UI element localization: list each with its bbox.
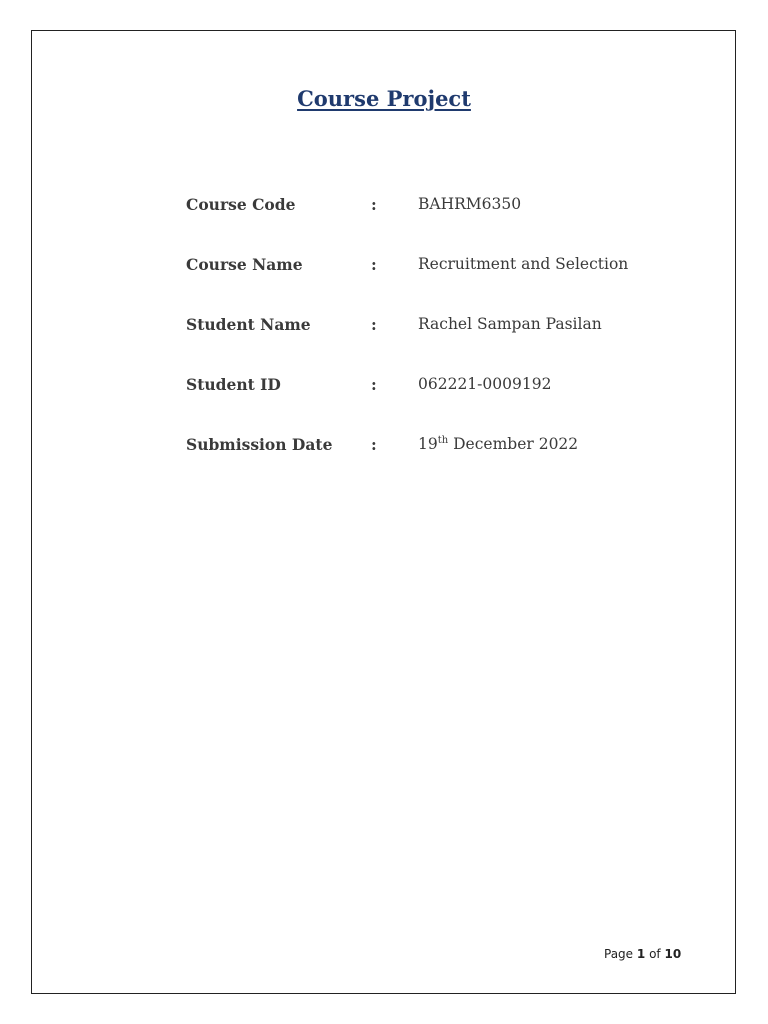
course-name-row (186, 255, 666, 279)
student-id-row (186, 375, 666, 399)
course-name-label: Course Name (186, 255, 303, 274)
submission-date-day: 19 (418, 435, 438, 453)
total-pages-number: 10 (664, 947, 682, 961)
course-code-value: BAHRM6350 (418, 195, 522, 213)
student-id-label: Student ID (186, 375, 281, 394)
submission-date-row (186, 435, 666, 459)
student-id-value: 062221-0009192 (418, 375, 552, 393)
submission-date-ordinal: th (437, 435, 449, 446)
page-border (31, 30, 736, 994)
document-title: Course Project (297, 86, 471, 111)
student-name-label: Student Name (186, 315, 311, 334)
current-page-number: 1 (636, 947, 646, 961)
student-id-colon: : (371, 375, 377, 394)
course-name-colon: : (371, 255, 377, 274)
course-code-label: Course Code (186, 195, 296, 214)
of-word: of (649, 947, 661, 961)
submission-date-rest: December 2022 (448, 435, 579, 453)
course-name-value: Recruitment and Selection (418, 255, 629, 273)
submission-date-label: Submission Date (186, 435, 333, 454)
submission-date-colon: : (371, 435, 377, 454)
student-name-value: Rachel Sampan Pasilan (418, 315, 602, 333)
course-code-colon: : (371, 195, 377, 214)
submission-date-value (418, 435, 578, 453)
page-word: Page (604, 947, 634, 961)
student-name-row (186, 315, 666, 339)
student-name-colon: : (371, 315, 377, 334)
course-code-row (186, 195, 666, 219)
page-number-footer (604, 947, 681, 961)
